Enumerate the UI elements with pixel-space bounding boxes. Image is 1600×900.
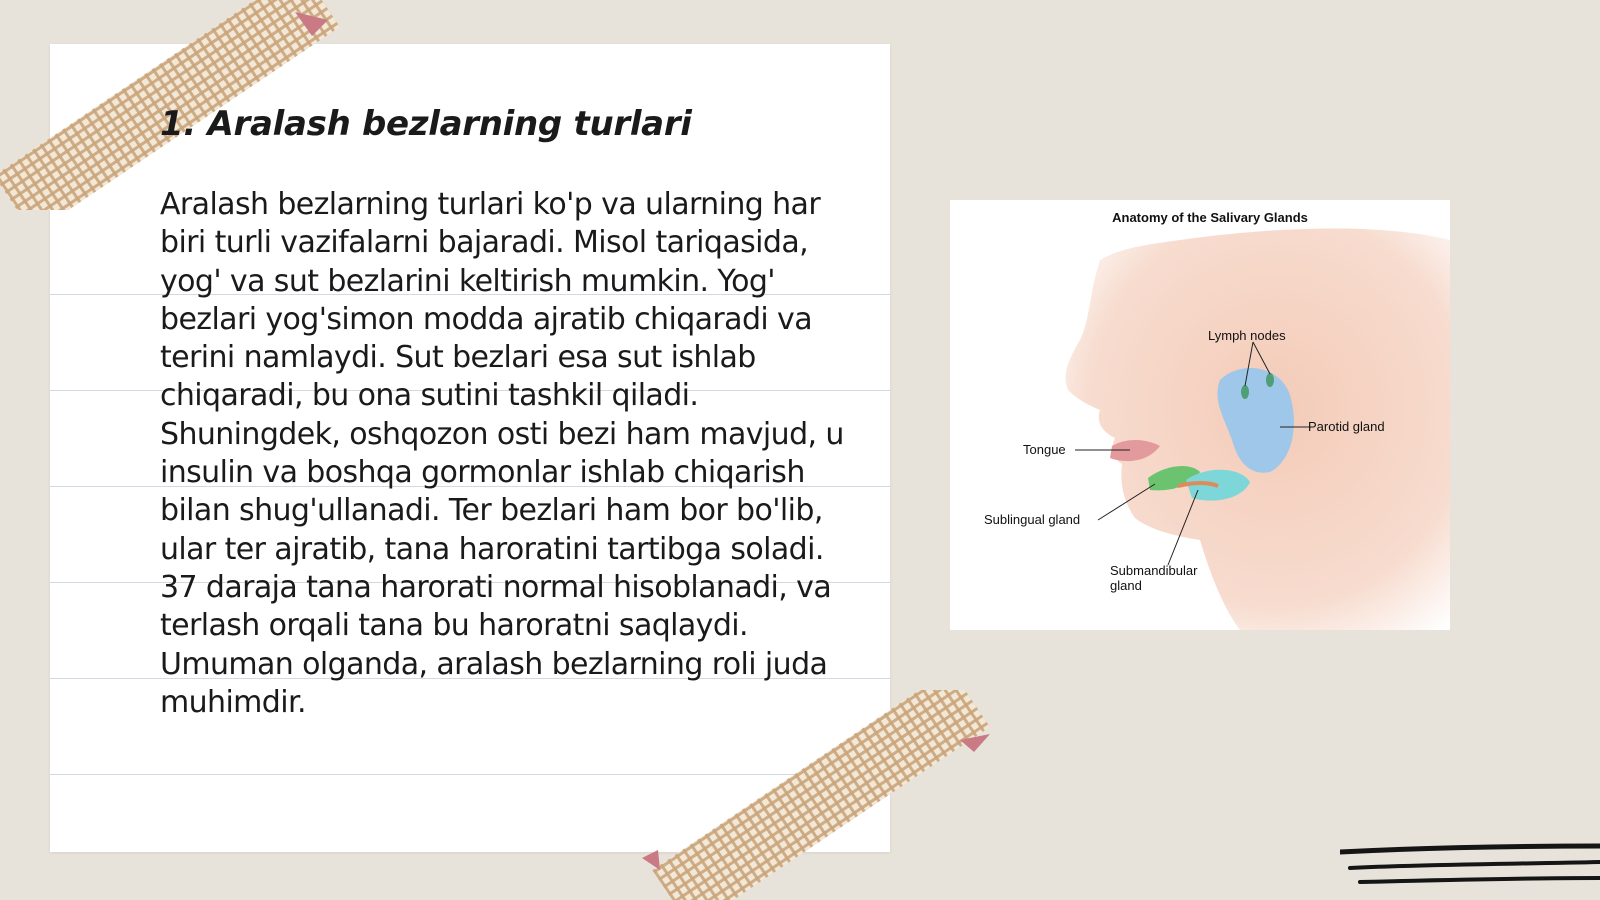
label-submandibular-gland: Submandibular — [1110, 563, 1198, 578]
label-lymph-nodes: Lymph nodes — [1208, 328, 1286, 343]
slide-title: 1. Aralash bezlarning turlari — [160, 104, 692, 144]
slide-body-text: Aralash bezlarning turlari ko'p va ularning har biri turli vazifalarni bajaradi. Misol tariqasida, yog' va sut bezlarini keltirish mumkin. Yog' bezlari yog'simon modda ajratib chiqaradi va terini namlaydi. Sut bezlari esa sut ishlab chiqaradi, bu ona sutini tashkil qiladi. Shuningdek, oshqozon osti bezi ham mavjud, u insulin va boshqa gormonlar ishlab chiqarish bilan shug'ullanadi. Ter bezlari ham bor bo'lib, ular ter ajratib, tana haroratini tartibga soladi. 37 daraja tana harorati normal hisoblanadi, va terlash orqali tana bu haroratni saqlaydi. Umuman olganda, aralash bezlarning roli juda muhimdir. — [160, 187, 844, 720]
label-submandibular-gland-line2: gland — [1110, 578, 1142, 593]
label-parotid-gland: Parotid gland — [1308, 419, 1385, 434]
decorative-brush-lines — [1340, 840, 1600, 900]
label-tongue: Tongue — [1023, 442, 1066, 457]
lymph-node-shape — [1266, 373, 1274, 387]
label-sublingual-gland: Sublingual gland — [984, 512, 1081, 527]
salivary-glands-figure — [950, 200, 1450, 630]
salivary-glands-illustration — [950, 200, 1450, 630]
lymph-node-shape — [1241, 385, 1249, 399]
figure-title: Anatomy of the Salivary Glands — [1112, 210, 1308, 225]
